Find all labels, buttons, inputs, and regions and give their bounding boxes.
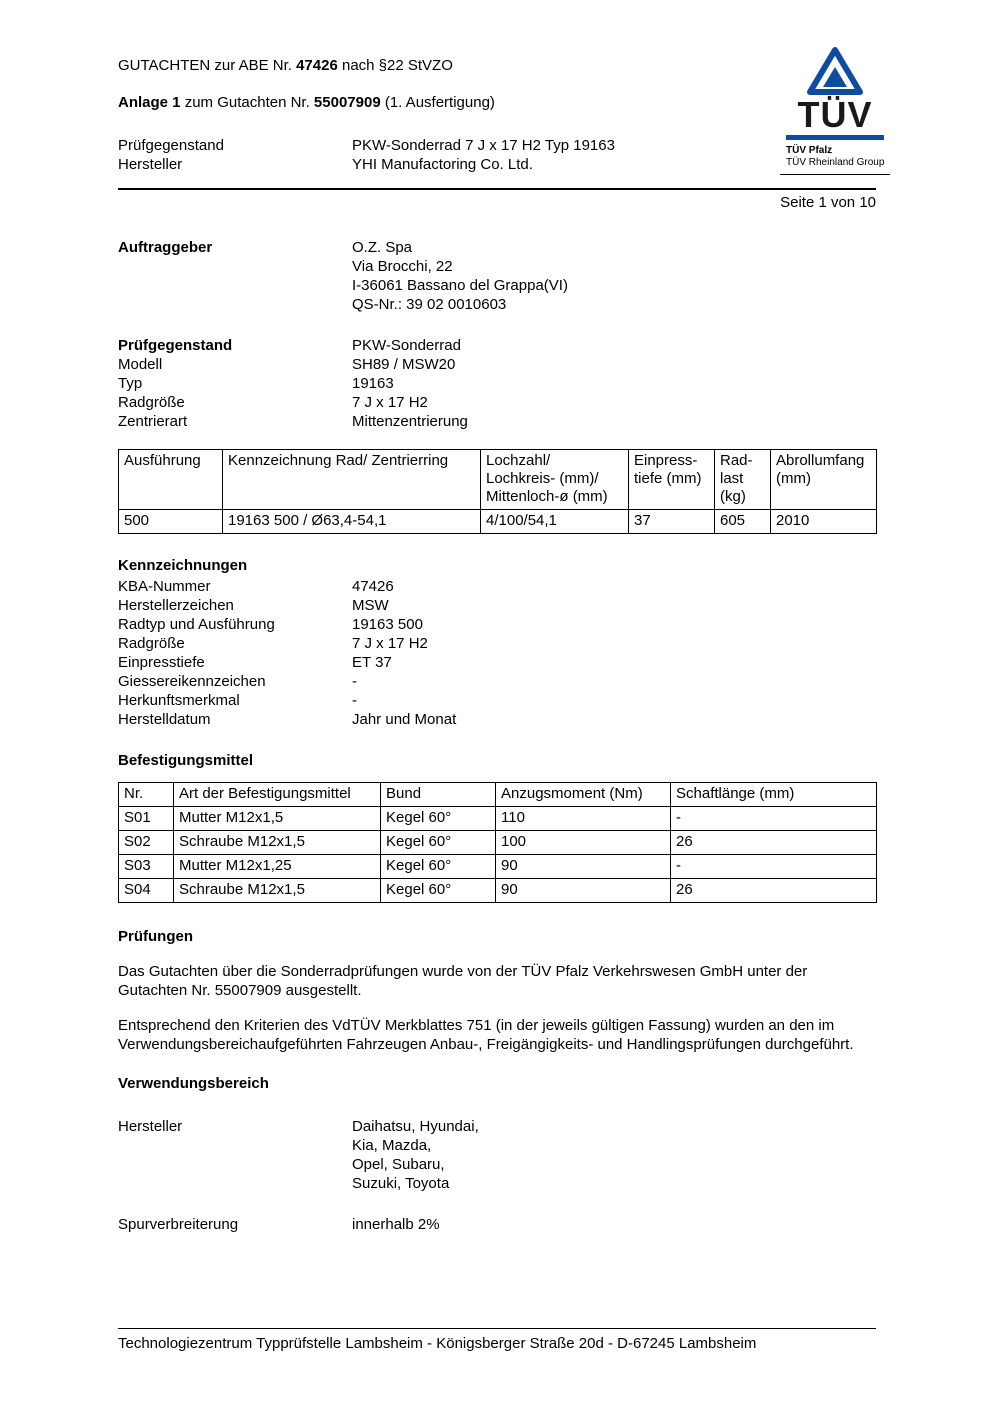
- field-label: Radtyp und Ausführung: [118, 616, 275, 633]
- abe-number: 47426: [296, 57, 338, 74]
- table-cell: Schraube M12x1,5: [174, 879, 381, 903]
- field-value: PKW-Sonderrad: [352, 337, 461, 354]
- document-footer: [118, 1328, 876, 1353]
- manufacturer-row: [118, 155, 876, 174]
- table-cell: 26: [671, 879, 877, 903]
- track-widening-row: [118, 1215, 876, 1234]
- table-cell: 100: [496, 831, 671, 855]
- field-label: Einpresstiefe: [118, 654, 205, 671]
- manufacturer-value: YHI Manufactoring Co. Ltd.: [352, 156, 533, 173]
- table-row: [119, 807, 877, 831]
- table-cell: S04: [119, 879, 174, 903]
- table-header-row: [119, 450, 877, 510]
- tuv-rheinland-label: TÜV Rheinland Group: [786, 157, 885, 168]
- field-value: Jahr und Monat: [352, 711, 457, 728]
- table-row: [119, 879, 877, 903]
- gutachten-number: 55007909: [313, 94, 381, 111]
- table-cell: S02: [119, 831, 174, 855]
- subject-row: [118, 136, 876, 155]
- table-header-cell: Art der Befestigungsmittel: [174, 783, 381, 807]
- client-address: [352, 238, 876, 314]
- field-label: Zentrierart: [118, 413, 188, 430]
- table-row: [119, 510, 877, 534]
- table-row: [119, 855, 877, 879]
- table-cell: 19163 500 / Ø63,4-54,1: [223, 510, 481, 534]
- table-header-cell: Lochzahl/ Lochkreis- (mm)/ Mittenloch-ø (mm): [481, 450, 629, 510]
- table-cell: S01: [119, 807, 174, 831]
- table-cell: 605: [715, 510, 771, 534]
- fastener-table: [118, 782, 877, 903]
- table-header-cell: Einpress- tiefe (mm): [629, 450, 715, 510]
- field-value: -: [352, 692, 357, 709]
- field-label: Herstelldatum: [118, 711, 211, 728]
- table-cell: Kegel 60°: [381, 855, 496, 879]
- table-header-cell: Rad- last (kg): [715, 450, 771, 510]
- table-cell: Kegel 60°: [381, 879, 496, 903]
- table-cell: S03: [119, 855, 174, 879]
- title-post: nach §22 StVZO: [337, 57, 453, 74]
- table-cell: 90: [496, 879, 671, 903]
- tests-paragraph-1: Das Gutachten über die Sonderradprüfungen wurde von der TÜV Pfalz Verkehrswesen GmbH unter der Gutachten Nr. 55007909 ausgestellt.: [118, 963, 808, 999]
- tuv-brand-text: TÜV: [797, 94, 873, 135]
- manufacturer-line: Daihatsu, Hyundai,: [352, 1118, 479, 1135]
- field-label: Spurverbreiterung: [118, 1216, 239, 1233]
- subject-value: PKW-Sonderrad 7 J x 17 H2 Typ 19163: [352, 137, 615, 154]
- test-object-row: [118, 393, 876, 412]
- manufacturer-line: Kia, Mazda,: [352, 1137, 432, 1154]
- tests-heading: Prüfungen: [118, 928, 193, 945]
- wheel-spec-table: [118, 449, 877, 534]
- table-header-row: [119, 783, 877, 807]
- fasteners-heading: Befestigungsmittel: [118, 752, 254, 769]
- field-value: 7 J x 17 H2: [352, 635, 428, 652]
- application-manufacturer-row: [118, 1117, 876, 1193]
- field-value: 19163: [352, 375, 394, 392]
- markings-row: [118, 596, 876, 615]
- client-block: [118, 238, 876, 314]
- header-subject-block: [118, 136, 876, 174]
- field-value: Mittenzentrierung: [352, 413, 468, 430]
- table-cell: Kegel 60°: [381, 831, 496, 855]
- field-label: Typ: [118, 375, 143, 392]
- table-cell: 2010: [771, 510, 877, 534]
- anlage-post: (1. Ausfertigung): [380, 94, 495, 111]
- application-manufacturer-list: [352, 1117, 876, 1193]
- field-value: ET 37: [352, 654, 392, 671]
- client-address-line: QS-Nr.: 39 02 0010603: [352, 296, 507, 313]
- field-label: Modell: [118, 356, 163, 373]
- table-cell: Mutter M12x1,25: [174, 855, 381, 879]
- markings-row: [118, 653, 876, 672]
- client-address-line: Via Brocchi, 22: [352, 258, 453, 275]
- table-header-cell: Bund: [381, 783, 496, 807]
- manufacturer-label: Hersteller: [118, 156, 183, 173]
- client-address-line: O.Z. Spa: [352, 239, 413, 256]
- table-cell: Mutter M12x1,5: [174, 807, 381, 831]
- field-label: Radgröße: [118, 394, 185, 411]
- table-header-cell: Abrollumfang (mm): [771, 450, 877, 510]
- table-cell: 500: [119, 510, 223, 534]
- document-title: [118, 56, 876, 75]
- field-value: -: [352, 673, 357, 690]
- table-header-cell: Anzugsmoment (Nm): [496, 783, 671, 807]
- table-header-cell: Ausführung: [119, 450, 223, 510]
- table-header-cell: Kennzeichnung Rad/ Zentrierring: [223, 450, 481, 510]
- table-cell: Kegel 60°: [381, 807, 496, 831]
- client-label: Auftraggeber: [118, 239, 213, 256]
- table-cell: -: [671, 807, 877, 831]
- field-value: SH89 / MSW20: [352, 356, 456, 373]
- table-cell: 37: [629, 510, 715, 534]
- table-row: [119, 831, 877, 855]
- test-object-row: [118, 336, 876, 355]
- table-cell: 90: [496, 855, 671, 879]
- markings-row: [118, 710, 876, 729]
- table-cell: 4/100/54,1: [481, 510, 629, 534]
- page-number: Seite 1 von 10: [780, 194, 876, 211]
- test-object-row: [118, 412, 876, 431]
- field-value: 19163 500: [352, 616, 423, 633]
- application-heading: Verwendungsbereich: [118, 1075, 269, 1092]
- test-object-row: [118, 374, 876, 393]
- field-value: innerhalb 2%: [352, 1216, 440, 1233]
- title-pre: GUTACHTEN zur ABE Nr.: [118, 57, 297, 74]
- footer-text: Technologiezentrum Typprüfstelle Lambsheim - Königsberger Straße 20d - D-67245 Lambsheim: [118, 1335, 757, 1352]
- field-label: Prüfgegenstand: [118, 337, 233, 354]
- markings-heading: Kennzeichnungen: [118, 557, 248, 574]
- field-value: 7 J x 17 H2: [352, 394, 428, 411]
- table-cell: 110: [496, 807, 671, 831]
- header-divider: [118, 188, 876, 190]
- anlage-mid: zum Gutachten Nr.: [180, 94, 314, 111]
- test-object-block: [118, 336, 876, 431]
- table-cell: -: [671, 855, 877, 879]
- manufacturer-line: Suzuki, Toyota: [352, 1175, 450, 1192]
- field-label: KBA-Nummer: [118, 578, 211, 595]
- field-value: 47426: [352, 578, 394, 595]
- manufacturer-line: Opel, Subaru,: [352, 1156, 445, 1173]
- table-header-cell: Nr.: [119, 783, 174, 807]
- anlage-label: Anlage 1: [118, 94, 181, 111]
- table-header-cell: Schaftlänge (mm): [671, 783, 877, 807]
- table-cell: 26: [671, 831, 877, 855]
- field-value: MSW: [352, 597, 389, 614]
- field-label: Hersteller: [118, 1118, 183, 1135]
- markings-row: [118, 672, 876, 691]
- markings-row: [118, 615, 876, 634]
- tests-paragraph-2: Entsprechend den Kriterien des VdTÜV Merkblattes 751 (in der jeweils gültigen Fassung) wurden an den im Verwendungsbereichaufgeführten Fahrzeugen Anbau-, Freigängigkeits- und Handlingsprüfungen durchgeführt.: [118, 1017, 854, 1053]
- markings-list: [118, 577, 876, 729]
- anlage-line: [118, 93, 876, 112]
- table-cell: Schraube M12x1,5: [174, 831, 381, 855]
- markings-row: [118, 634, 876, 653]
- markings-row: [118, 577, 876, 596]
- field-label: Herstellerzeichen: [118, 597, 234, 614]
- markings-row: [118, 691, 876, 710]
- test-object-row: [118, 355, 876, 374]
- subject-label: Prüfgegenstand: [118, 137, 224, 154]
- tuv-pfalz-label: TÜV Pfalz: [786, 145, 833, 156]
- client-address-line: I-36061 Bassano del Grappa(VI): [352, 277, 568, 294]
- field-label: Giessereikennzeichen: [118, 673, 266, 690]
- field-label: Herkunftsmerkmal: [118, 692, 240, 709]
- field-label: Radgröße: [118, 635, 185, 652]
